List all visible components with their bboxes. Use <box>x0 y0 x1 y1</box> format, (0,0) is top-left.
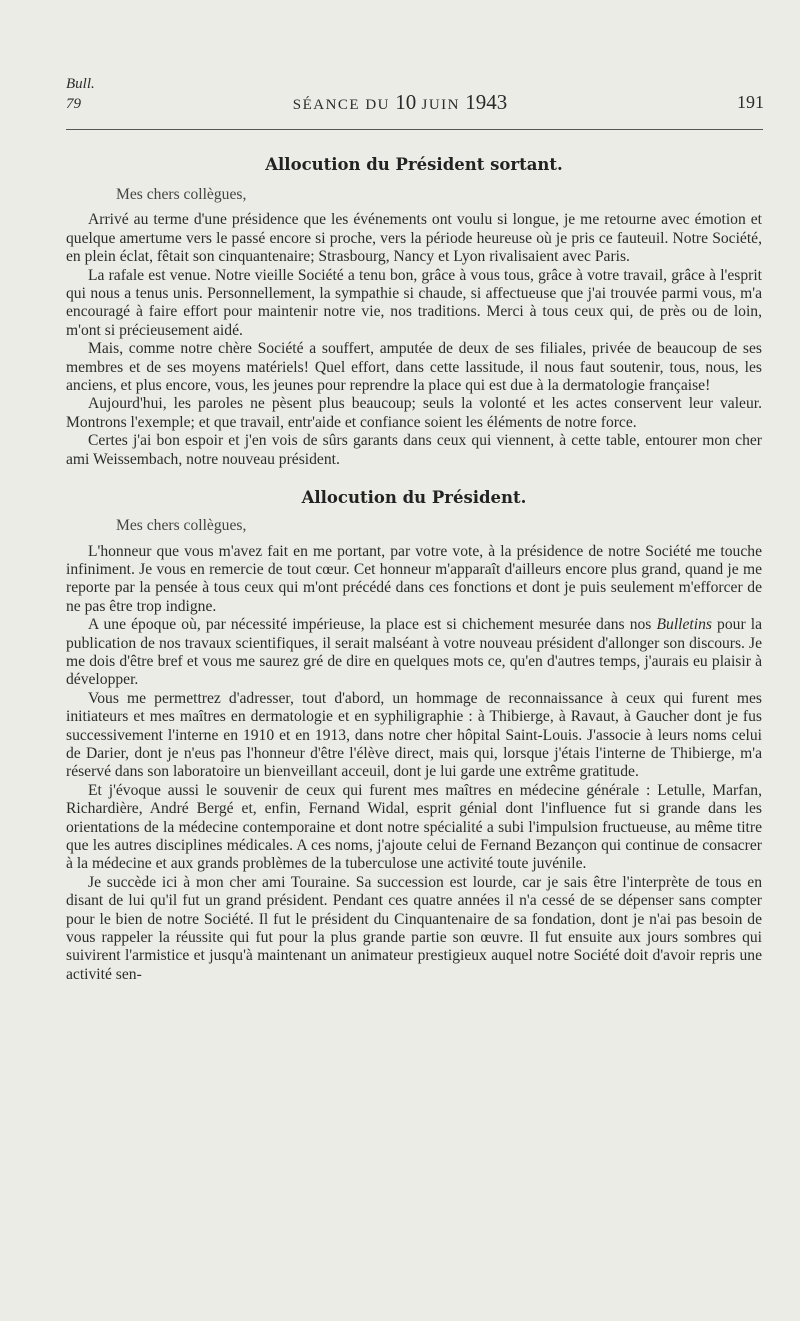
bull-label: Bull. <box>66 76 95 92</box>
paragraph: La rafale est venue. Notre vieille Société a tenu bon, grâce à vous tous, grâce à votre travail, grâce à l'esprit qui nous a tenus unis. Personnellement, la sympathie si chaude, si affectueuse que j'ai trouvée parmi vous, m'a encouragé à faire effort pour maintenir notre vie, nos traditions. Merci à tous ceux qui, de près ou de loin, m'ont si précieusement aidé. <box>66 266 762 339</box>
running-title-prefix: SÉANCE DU <box>292 97 390 113</box>
paragraph: Aujourd'hui, les paroles ne pèsent plus beaucoup; seuls la volonté et les actes conservent leur valeur. Montrons l'exemple; et que travail, entr'aide et confiance soient les éléments de notre force. <box>66 395 762 431</box>
salutation: Mes chers collègues, <box>116 517 247 535</box>
salutation: Mes chers collègues, <box>116 186 247 203</box>
running-title-month: JUIN <box>421 97 460 113</box>
running-title-day: 10 <box>395 90 417 114</box>
paragraph: Vous me permettrez d'adresser, tout d'abord, un hommage de reconnaissance à ceux qui furent mes initiateurs et mes maîtres en dermatologie et en syphiligraphie : à Thibierge, à Ravaut, à Gaucher dont je fus successivement l'interne en 1910 et en 1913, dans notre cher hôpital Saint-Louis. J'associe à leurs noms celui de Darier, dont je n'eus pas l'honneur d'être l'élève direct, mais qui, lorsque j'étais l'interne de Thibierge, m'a réservé dans son laboratoire un bienveillant acceuil, dont je lui garde une extrême gratitude. <box>66 689 762 781</box>
paragraph: Certes j'ai bon espoir et j'en vois de sûrs garants dans ceux qui viennent, à cette table, entourer mon cher ami Weissembach, notre nouveau président. <box>66 432 762 468</box>
paragraph: A une époque où, par nécessité impérieuse, la place est si chichement mesurée dans nos Bulletins pour la publication de nos travaux scientifiques, il serait malséant à votre nouveau président d'allonger son discours. Je me dois d'être bref et vous me saurez gré de dire en quelques mots ce, qu'en d'autres temps, j'aurais eu plaisir à développer. <box>66 616 763 689</box>
running-title-year: 1943 <box>465 90 508 114</box>
running-head <box>0 88 800 114</box>
paragraph: L'honneur que vous m'avez fait en me portant, par votre vote, à la présidence de notre Société me touche infiniment. Je vous en remercie de tout cœur. Cet honneur m'apparaît d'ailleurs encore plus grand, quand je me reporte par la pensée à tous ceux qui m'ont précédé dans ces fonctions et dont je puis seulement m'efforcer de ne pas être trop indigne. <box>66 542 762 615</box>
paragraph: Arrivé au terme d'une présidence que les événements ont voulu si longue, je me retourne avec émotion et quelque amertume vers le passé encore si proche, vers la période heureuse où je pris ce fauteuil. Notre Société, en plein éclat, fêtait son cinquantenaire; Strasbourg, Nancy et Lyon rivalisaient avec Paris. <box>66 211 762 266</box>
paragraph: Mais, comme notre chère Société a souffert, amputée de deux de ses filiales, privée de beaucoup de ses membres et de ses moyens matériels! Quel effort, dans cette lassitude, il nous faut soutenir, tous, nous, les anciens, et plus encore, vous, les jeunes pour reprendre la place qui est due à la dermatologie française! <box>66 340 762 395</box>
page-body <box>66 154 762 984</box>
paragraph: Et j'évoque aussi le souvenir de ceux qui furent mes maîtres en médecine générale : Letulle, Marfan, Richardière, André Bergé et, enfin, Fernand Widal, esprit génial dont l'influence fut si grande dans les orientations de la médecine contemporaine et dont notre spécialité a subi l'impulsion fructueuse, au même titre que les autres disciplines médicales. A ces noms, j'ajoute celui de Fernand Bezançon qui continue de consacrer à la médecine et aux grands problèmes de la tuberculose une activité toute juvénile. <box>66 781 762 873</box>
italic-bulletins: Bulletins <box>656 616 712 634</box>
section-title-outgoing-president: Allocution du Président sortant. <box>265 155 563 174</box>
running-title <box>0 90 800 115</box>
paragraph: Je succède ici à mon cher ami Touraine. Sa succession est lourde, car je sais être l'interprète de tous en disant de lui qu'il fut un grand président. Pendant ces quatre années il n'a cessé de se dépenser sans compter pour le bien de notre Société. Il fut le président du Cinquantenaire de sa fondation, dont je n'ai pas besoin de vous rappeler la réussite qui fut pour la plus grande partie son œuvre. Il fut ensuite aux jours sombres qui suivirent l'armistice et jusqu'à maintenant un animateur prestigieux auquel notre Société doit d'avoir repris une activité sen- <box>66 873 762 983</box>
header-rule <box>66 129 763 130</box>
page-number: 191 <box>737 92 764 112</box>
bull-number: 79 <box>66 96 81 112</box>
section-title-president: Allocution du Président. <box>301 488 527 508</box>
